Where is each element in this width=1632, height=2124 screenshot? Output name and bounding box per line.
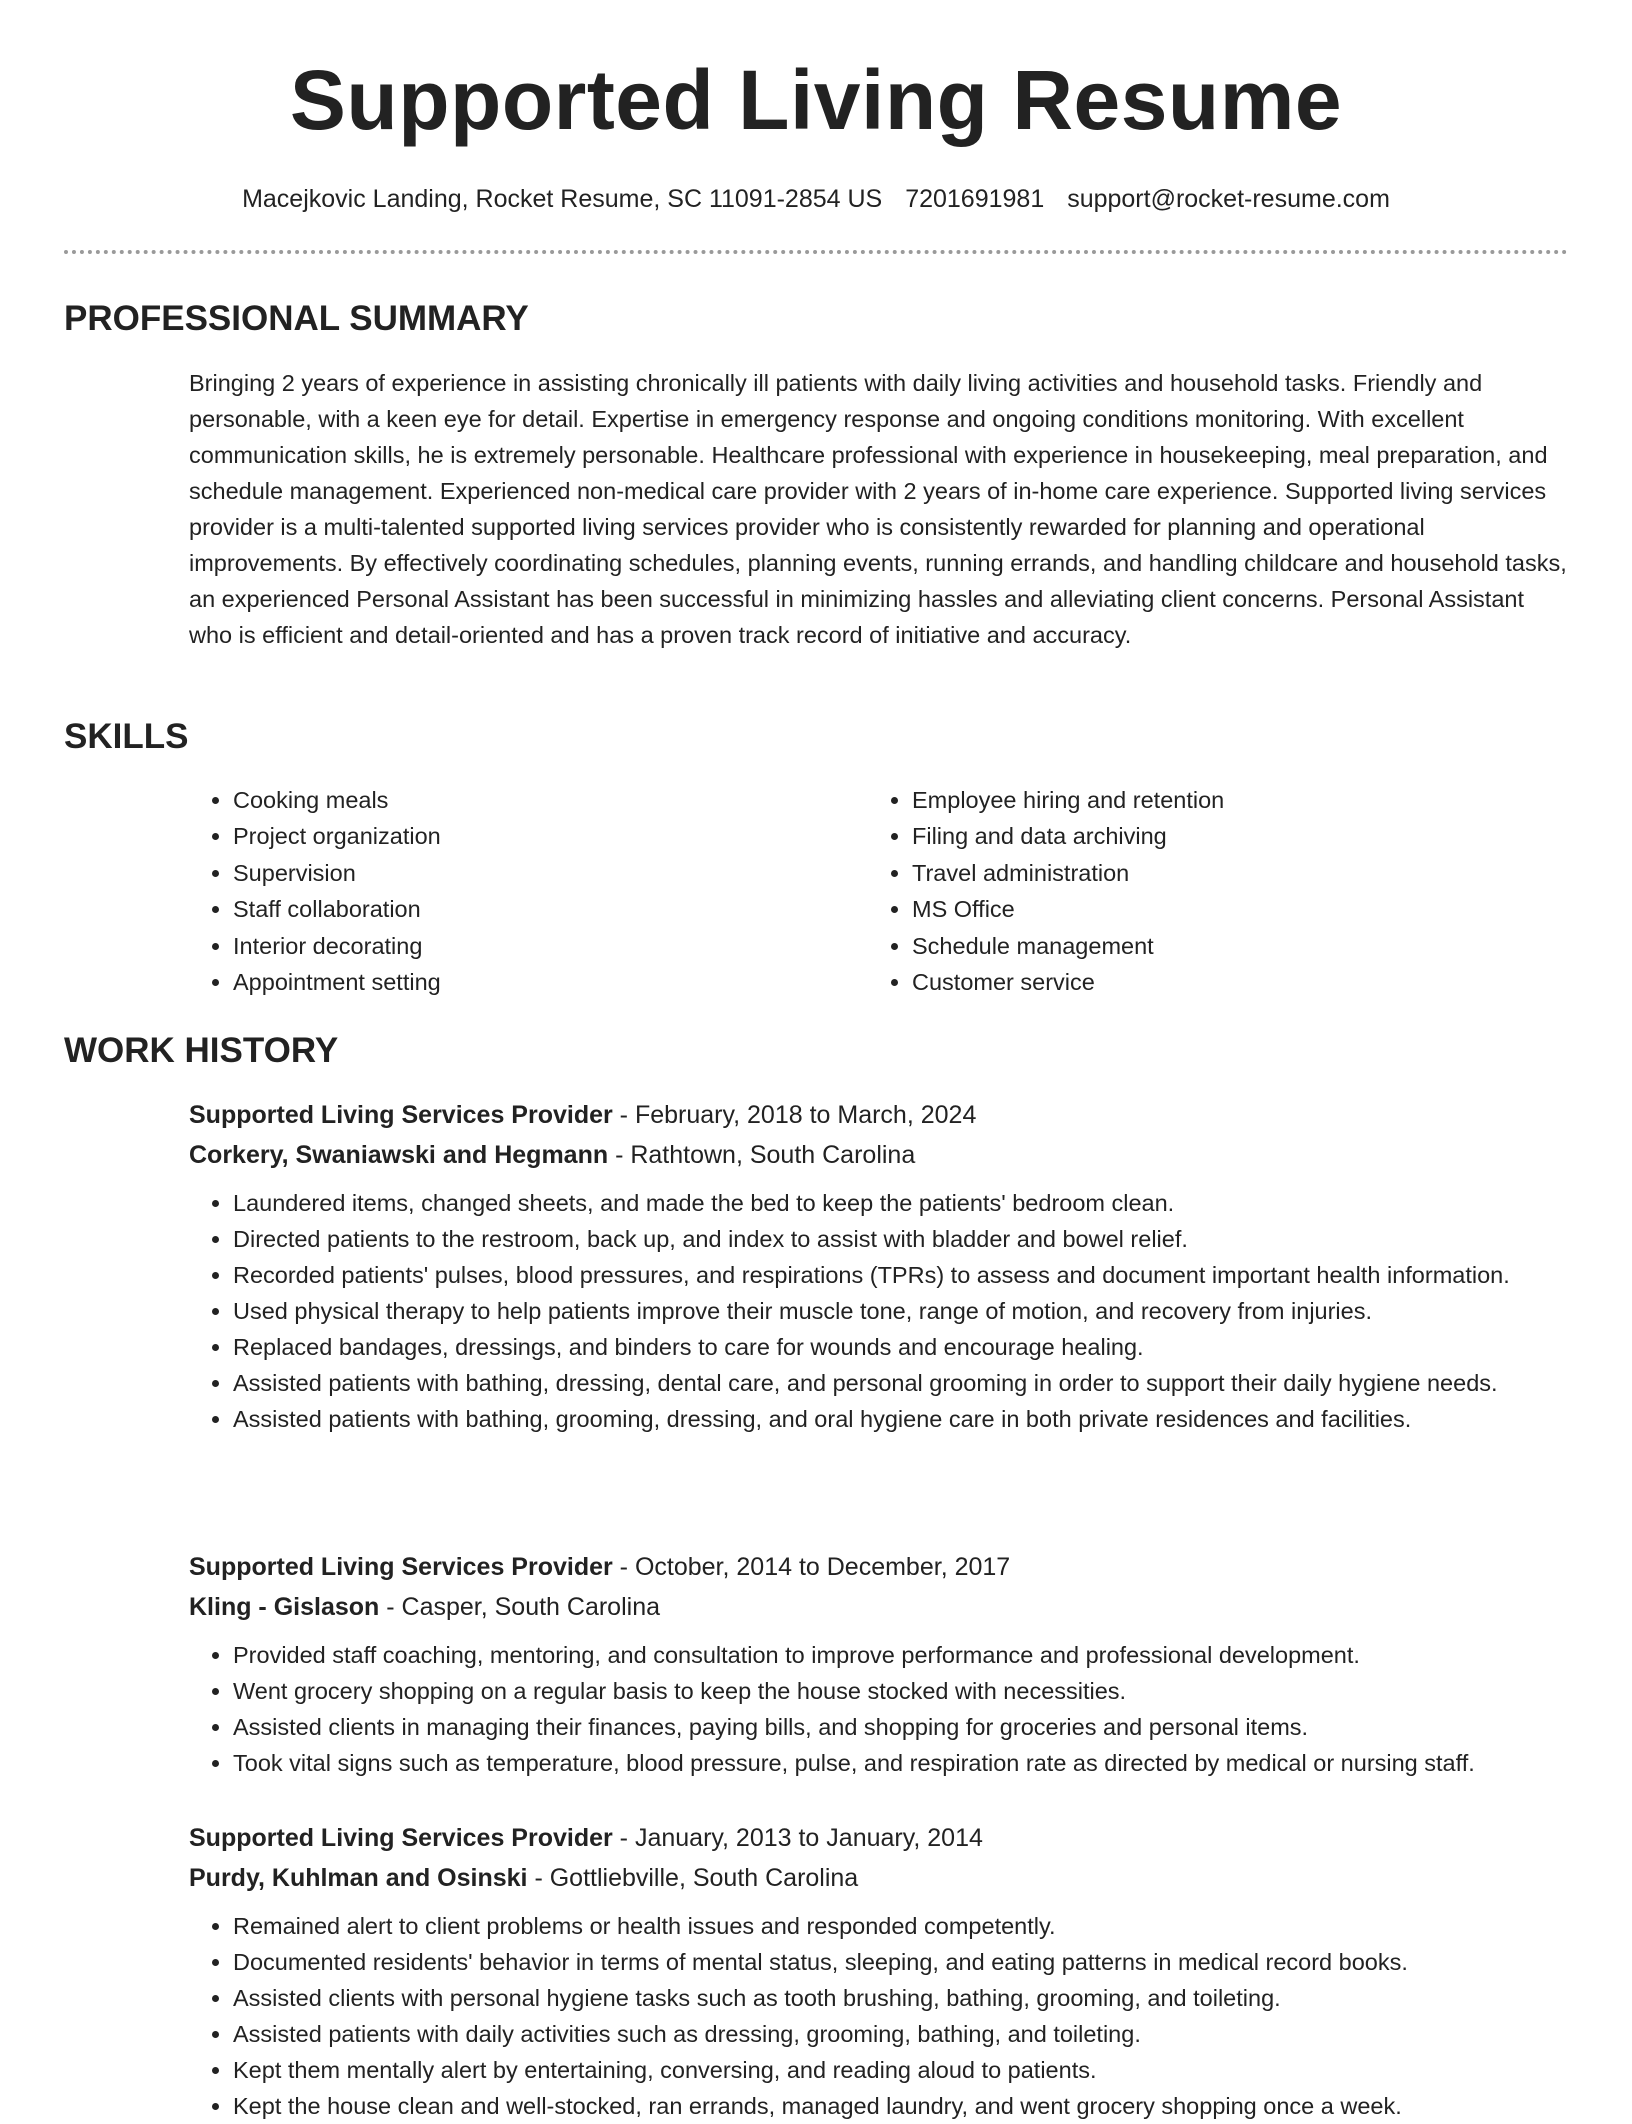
job-location: - Rathtown, South Carolina [608,1141,916,1169]
summary-text: Bringing 2 years of experience in assisting chronically ill patients with daily living activities and household tasks. Friendly and personable, with a keen eye for detail. Expertise in emergency response and ongoing conditions monitoring. With excellent communication skills, he is extremely personable. Healthcare professional with experience in housekeeping, meal preparation, and schedule management. Experienced non-medical care provider with 2 years of in-home care experience. Supported living services provider is a multi-talented supported living services provider who is consistently rewarded for planning and operational improvements. By effectively coordinating schedules, planning events, running errands, and handling childcare and household tasks, an experienced Personal Assistant has been successful in minimizing hassles and alleviating client concerns. Personal Assistant who is efficient and detail-oriented and has a proven track record of initiative and accuracy. [189,370,1567,648]
job-duty: • Documented residents' behavior in terms of mental status, sleeping, and eating patterns in medical record books. [233,1944,1589,1980]
job-dates: - October, 2014 to December, 2017 [612,1553,1011,1581]
job-company-line [189,1858,1589,1898]
job-duties-list [189,1908,1589,2124]
job-entry [189,1818,1589,2124]
job-duty: • Provided staff coaching, mentoring, and consultation to improve performance and professional development. [233,1637,1589,1673]
job-duties-list [189,1185,1589,1437]
job-duty: • Assisted clients in managing their finances, paying bills, and shopping for groceries and personal items. [233,1709,1589,1745]
skill-item: • Project organization [233,818,441,854]
skill-item: • Customer service [912,964,1224,1000]
header-divider [64,250,1568,254]
skill-item: • MS Office [912,891,1224,927]
skill-item: • Interior decorating [233,928,441,964]
job-duty: • Kept the house clean and well-stocked, ran errands, managed laundry, and went grocery shopping once a week. [233,2088,1589,2124]
job-company-line [189,1135,1589,1175]
job-company-line [189,1587,1589,1627]
job-duty: • Laundered items, changed sheets, and made the bed to keep the patients' bedroom clean. [233,1185,1589,1221]
job-duty: • Recorded patients' pulses, blood pressures, and respirations (TPRs) to assess and document important health information. [233,1257,1589,1293]
job-duties-list [189,1637,1589,1781]
job-title: Supported Living Services Provider [189,1824,613,1852]
job-duty: • Went grocery shopping on a regular basis to keep the house stocked with necessities. [233,1673,1589,1709]
skill-item: • Cooking meals [233,782,441,818]
job-duty: • Assisted patients with bathing, dressing, dental care, and personal grooming in order to support their daily hygiene needs. [233,1365,1589,1401]
job-duty: • Used physical therapy to help patients improve their muscle tone, range of motion, and recovery from injuries. [233,1293,1589,1329]
job-title: Supported Living Services Provider [189,1101,613,1129]
work-history-heading: WORK HISTORY [64,1031,339,1070]
job-duty: • Assisted patients with daily activities such as dressing, grooming, bathing, and toileting. [233,2016,1589,2052]
job-duty: • Replaced bandages, dressings, and binders to care for wounds and encourage healing. [233,1329,1589,1365]
contact-address: Macejkovic Landing, Rocket Resume, SC 11091-2854 US [242,185,883,213]
job-duty: • Took vital signs such as temperature, blood pressure, pulse, and respiration rate as directed by medical or nursing staff. [233,1745,1589,1781]
job-dates: - January, 2013 to January, 2014 [612,1824,983,1852]
contact-line [0,182,1632,216]
job-title-line [189,1547,1589,1587]
job-duty: • Directed patients to the restroom, back up, and index to assist with bladder and bowel relief. [233,1221,1589,1257]
skill-item: • Supervision [233,855,441,891]
job-company: Corkery, Swaniawski and Hegmann [189,1141,609,1169]
contact-email: support@rocket-resume.com [1067,185,1390,213]
skill-item: • Filing and data archiving [912,818,1224,854]
skills-list-right [868,782,1224,1000]
job-title: Supported Living Services Provider [189,1553,613,1581]
skill-item: • Schedule management [912,928,1224,964]
skill-item: • Employee hiring and retention [912,782,1224,818]
skills-heading: SKILLS [64,717,189,756]
skill-item: • Appointment setting [233,964,441,1000]
job-duty: • Kept them mentally alert by entertaining, conversing, and reading aloud to patients. [233,2052,1589,2088]
job-company: Purdy, Kuhlman and Osinski [189,1864,528,1892]
job-duty: • Assisted clients with personal hygiene tasks such as tooth brushing, bathing, grooming, and toileting. [233,1980,1589,2016]
job-entry [189,1547,1589,1781]
job-dates: - February, 2018 to March, 2024 [612,1101,977,1129]
job-duty: • Assisted patients with bathing, grooming, dressing, and oral hygiene care in both private residences and facilities. [233,1401,1589,1437]
job-company: Kling - Gislason [189,1593,380,1621]
job-entry [189,1095,1589,1437]
job-title-line [189,1818,1589,1858]
job-title-line [189,1095,1589,1135]
job-location: - Gottliebville, South Carolina [527,1864,859,1892]
resume-title: Supported Living Resume [289,53,1343,147]
skills-list-left [189,782,441,1000]
contact-phone: 7201691981 [905,185,1045,213]
job-duty: • Remained alert to client problems or health issues and responded competently. [233,1908,1589,1944]
summary-heading: PROFESSIONAL SUMMARY [64,299,529,338]
job-location: - Casper, South Carolina [379,1593,660,1621]
skill-item: • Staff collaboration [233,891,441,927]
skill-item: • Travel administration [912,855,1224,891]
